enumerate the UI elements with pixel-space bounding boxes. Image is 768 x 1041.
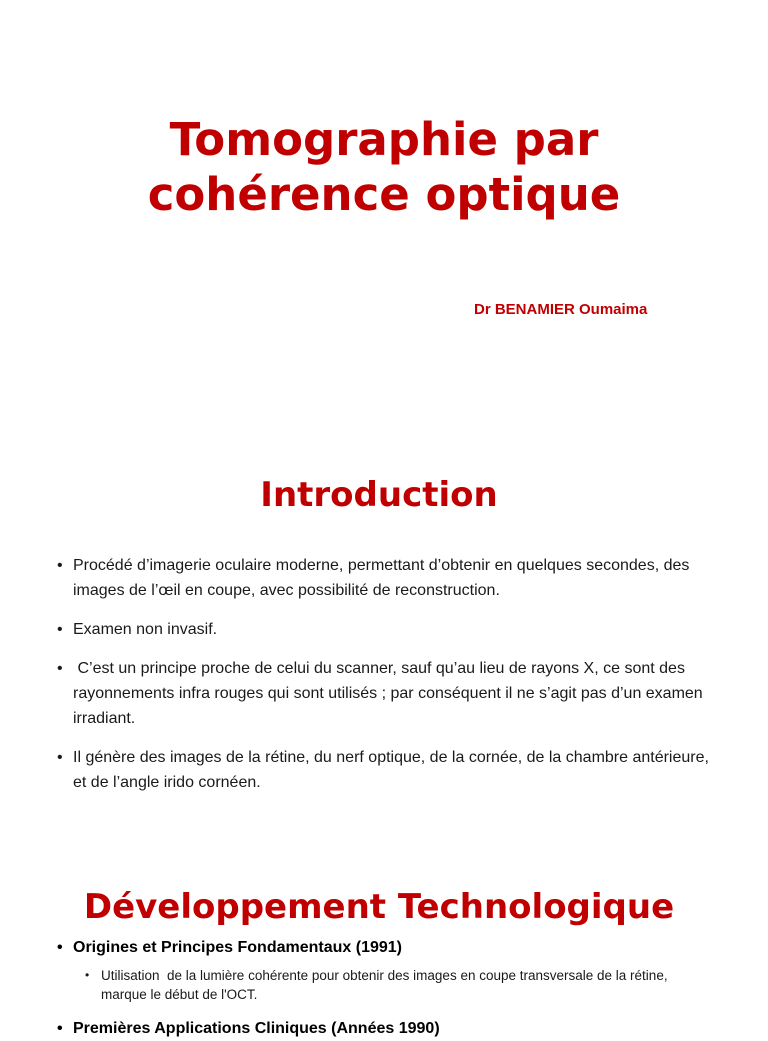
bullet-icon: • [57,557,63,574]
bullet-icon: • [85,968,90,982]
bullet-icon: • [57,939,63,956]
bullet-icon: • [57,749,63,766]
bullet-text: Il génère des images de la rétine, du nerf optique, de la cornée, de la chambre antérieure, et de l’angle irido cornéen. [73,749,709,791]
list-item [57,553,717,603]
list-item [57,1016,717,1041]
bullet-text: Examen non invasif. [73,621,218,638]
author-name: Dr BENAMIER Oumaima [474,301,648,318]
list-item [57,745,717,795]
bullet-text: Origines et Principes Fondamentaux (1991) [73,939,402,956]
bullet-icon: • [57,1020,63,1037]
bullet-text: Utilisation de la lumière cohérente pour obtenir des images en coupe transversale de la rétine, marque le début de l'OCT. [101,968,672,1002]
slide-title [0,112,768,222]
sub-list-item [85,966,717,1004]
list-item [57,935,717,1004]
list-item [57,617,717,642]
development-bullet-list [57,935,717,1041]
bullet-icon: • [57,621,63,638]
sub-bullet-list [73,966,717,1004]
list-item [57,656,717,731]
slide-title-line-2: cohérence optique [147,168,621,221]
development-heading: Développement Technologique [83,887,675,927]
bullet-icon: • [57,660,63,677]
introduction-bullet-list [57,553,717,809]
bullet-text: C’est un principe proche de celui du scanner, sauf qu’au lieu de rayons X, ce sont des rayonnements infra rouges qui sont utilisés ; par conséquent il ne s’agit pas d’un examen irradiant. [73,660,708,727]
bullet-text: Procédé d’imagerie oculaire moderne, permettant d’obtenir en quelques secondes, des images de l’œil en coupe, avec possibilité de reconstruction. [73,557,690,599]
bullet-text: Premières Applications Cliniques (Années 1990) [73,1020,440,1037]
slide-title-line-1: Tomographie par [169,113,599,166]
introduction-heading: Introduction [260,475,498,515]
